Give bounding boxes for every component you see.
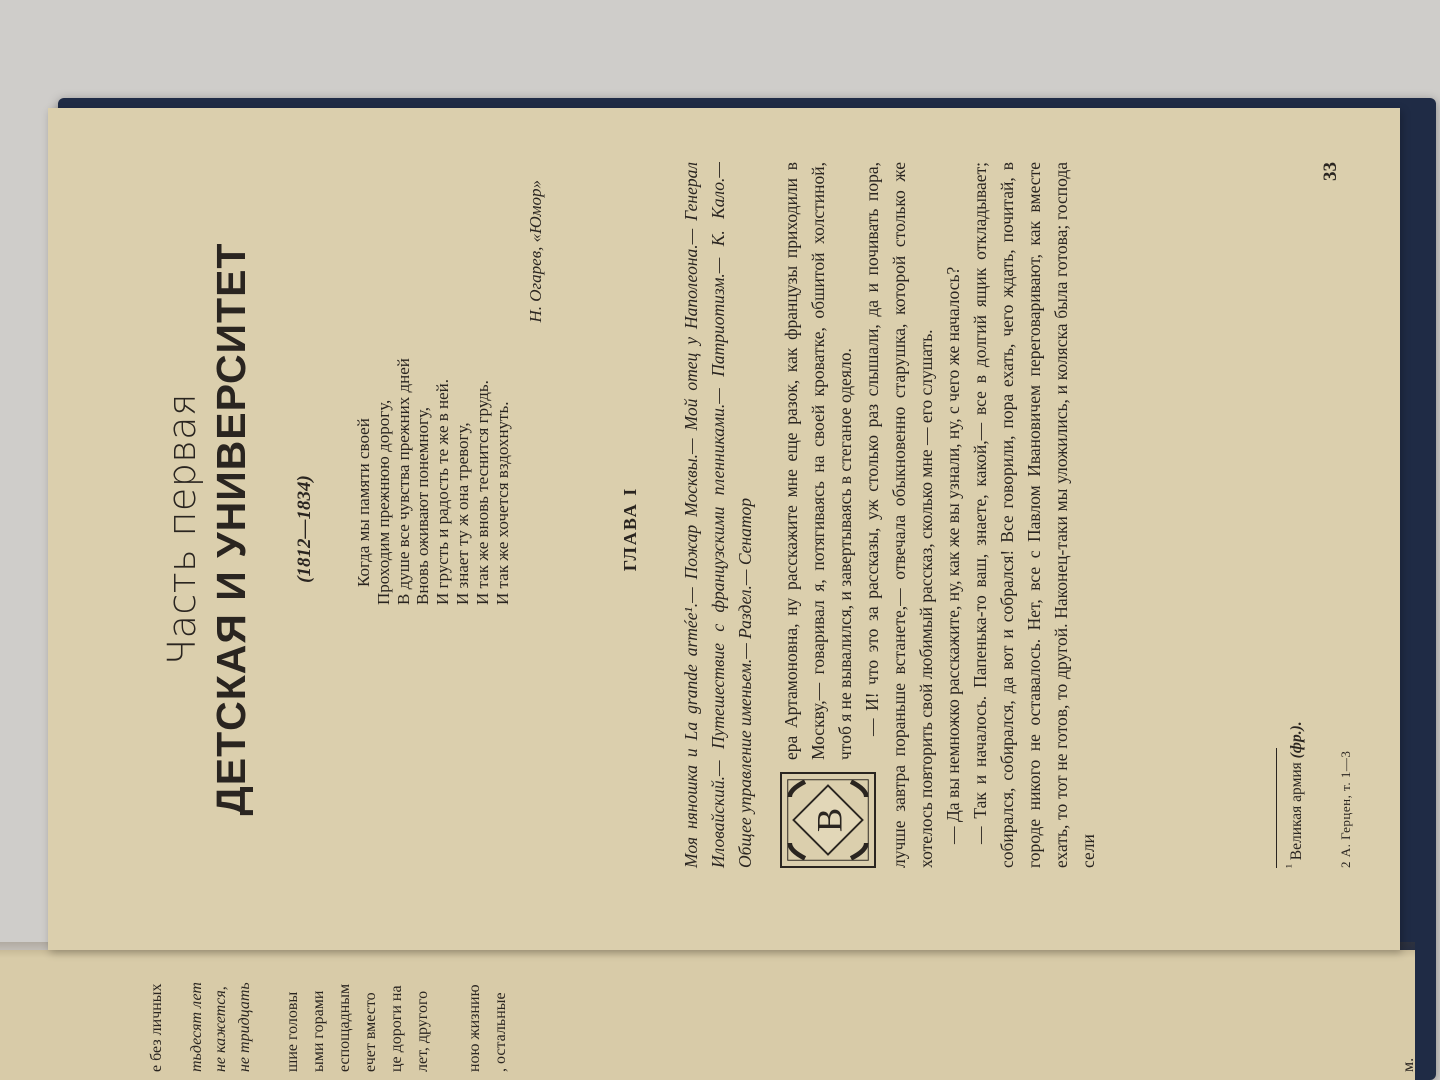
epigraph-line: И грусть и радость те же в ней. — [433, 378, 453, 605]
part-heading: Часть первая — [160, 393, 204, 665]
previous-page-line: це дороги на — [388, 985, 405, 1072]
page-number: 33 — [1320, 162, 1341, 181]
dropcap-letter: В — [809, 807, 850, 833]
dropcap-ornament — [780, 772, 876, 868]
previous-page-line: ечет вместо — [362, 992, 379, 1072]
previous-page-line: шие головы — [284, 991, 301, 1072]
footnote-translation: Великая армия — [1288, 762, 1306, 861]
previous-page-line: тьдесят лет — [188, 982, 205, 1072]
previous-page-line: лет, другого — [414, 990, 431, 1072]
years-subtitle: (1812—1834) — [294, 475, 315, 583]
epigraph-line: Проходим прежнюю дорогу, — [373, 399, 393, 605]
epigraph-line: Вновь оживают понемногу, — [413, 406, 433, 605]
footnote — [1276, 162, 1306, 868]
epigraph-line: И так же вновь теснится грудь. — [472, 380, 492, 605]
chapter-body — [778, 162, 1102, 868]
footnote-rule — [1276, 748, 1277, 868]
epigraph — [354, 185, 512, 605]
chapter-heading: ГЛАВА I — [620, 486, 640, 572]
section-title: ДЕТСКАЯ И УНИВЕРСИТЕТ — [208, 242, 254, 816]
epigraph-line: В душе все чувства прежних дней — [393, 358, 413, 605]
previous-page-line: м. — [1400, 1057, 1417, 1072]
previous-page-line: ною жизнию — [466, 984, 483, 1072]
paragraph: ера Артамоновна, ну расскажите мне еще разок, как французы приходили в Москву,— говаривал я, потягиваясь на своей кроватке, обшитой холстиной, чтоб я не вывалился, и завертываясь в стеганое одеяло. — [781, 162, 855, 760]
previous-page-line: не кажется, — [212, 986, 229, 1072]
previous-page-line: не тридцать — [236, 982, 253, 1072]
epigraph-line: И так же хочется вздохнуть. — [492, 401, 512, 605]
printer-signature: 2 А. Герцен, т. 1—3 — [1338, 750, 1353, 868]
chapter-summary: Моя няношка и La grande armée¹.— Пожар Москвы.— Мой отец у Наполеона.— Генерал Иловайский.— Путешествие с французскими пленниками.— Патриотизм.— К. Кало.— Общее управление именьем.— Раздел.— Сенатор — [681, 162, 755, 868]
previous-page-line: еспощадным — [336, 983, 353, 1072]
epigraph-line: И знает ту ж она тревогу, — [452, 422, 472, 605]
page-text-block — [48, 108, 1400, 950]
previous-page-line: , остальные — [492, 992, 509, 1072]
footnote-text — [1283, 162, 1306, 868]
previous-page-line: ыми горами — [310, 990, 327, 1072]
epigraph-source: Н. Огарев, «Юмор» — [526, 180, 545, 323]
previous-page — [0, 950, 1415, 1080]
previous-page-line: е без личных — [148, 983, 165, 1072]
paragraph: — Так и началось. Папенька-то ваш, знаете, какой,— все в долгий ящик откладывает; собирался, собирался, да вот и собрался! Все говорили, пора ехать, чего ждать, почитай, в городе никого не оставалось. Нет, все с Павлом Ивановичем переговаривают, как вместе ехать, то тот не готов, то другой. Наконец-таки мы уложились, и коляска была готова; господа сели — [970, 162, 1098, 868]
footnote-marker: ¹ — [1283, 864, 1298, 868]
footnote-language: (фр.). — [1288, 721, 1306, 759]
epigraph-line: Когда мы памяти своей — [354, 418, 373, 587]
paragraph: — И! что это за рассказы, уж столько раз слышали, да и почивать пора, лучше завтра пораньше встанете,— отвечала обыкновенно старушка, которой столько же хотелось повторить свой любимый рассказ, сколько мне — его слушать. — [862, 162, 936, 868]
paragraph: — Да вы немножко расскажите, ну, как же вы узнали, ну, с чего же началось? — [943, 266, 963, 844]
